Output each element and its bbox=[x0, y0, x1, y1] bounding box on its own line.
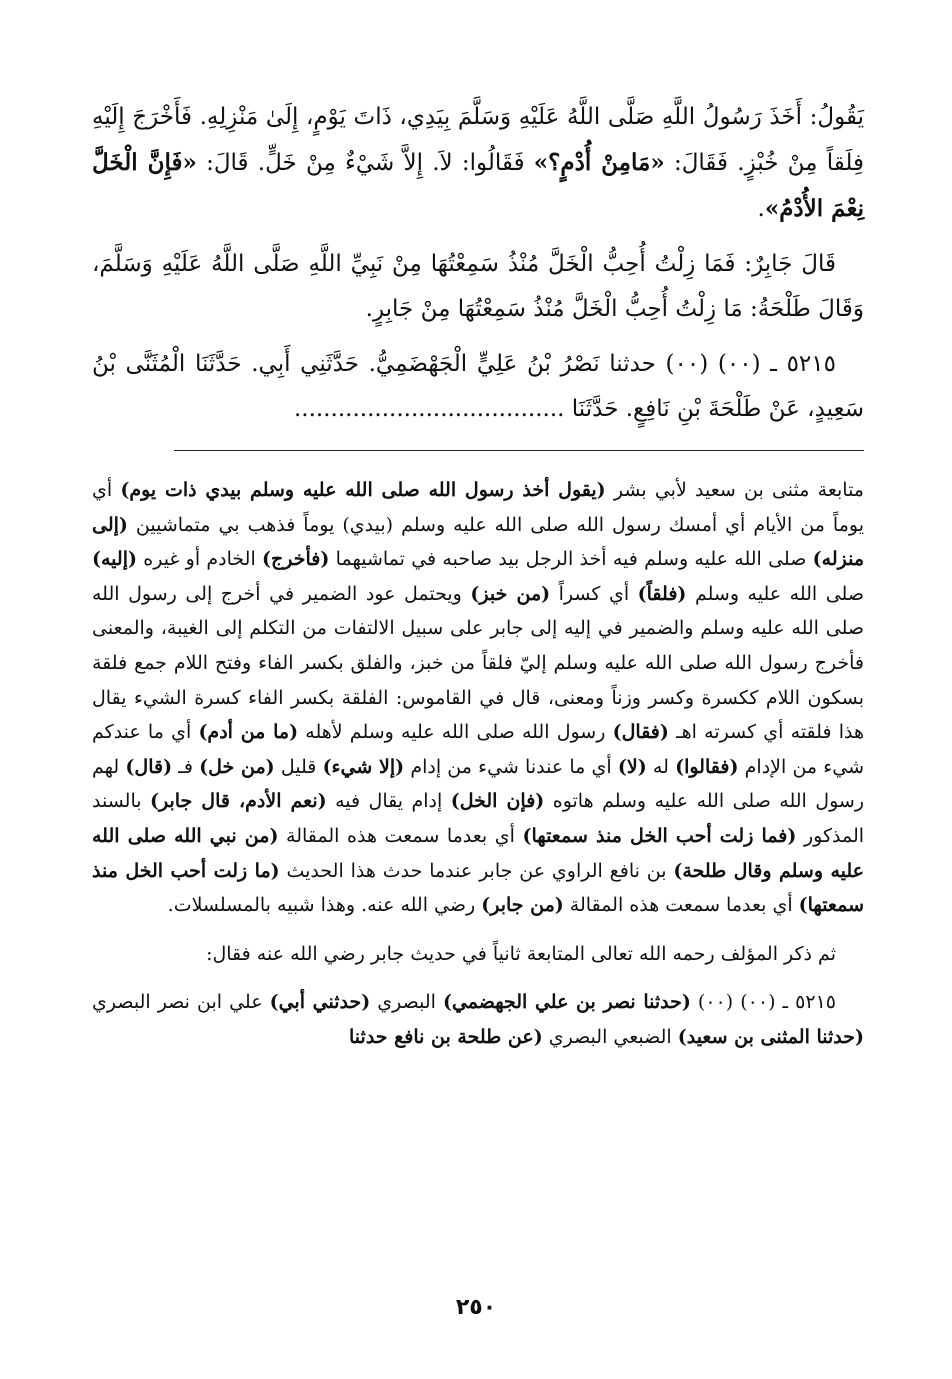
hadith-paragraph-1: يَقُولُ: أَخَذَ رَسُولُ اللَّهِ صَلَّى اللَّهُ عَلَيْهِ وَسَلَّمَ بِيَدِي، ذَاتَ يَوْمٍ، إِلَىٰ مَنْزِلِهِ. فَأَخْرَجَ إِلَيْهِ فِلَقاً مِنْ خُبْزٍ. فَقَالَ: «مَامِنْ أُدْمٍ؟» فَقَالُوا: لاَ. إِلاَّ شَيْءٌ مِنْ خَلٍّ. قَالَ: «فَإِنَّ الْخَلَّ نِعْمَ الأُدْمُ». bbox=[92, 104, 864, 222]
hadith-quote-question: «مَامِنْ أُدْمٍ؟» bbox=[533, 149, 665, 176]
footnote-separator bbox=[174, 450, 864, 451]
commentary-paragraph-1: متابعة مثنى بن سعيد لأبي بشر (يقول أخذ رسول الله صلى الله عليه وسلم بيدي ذات يوم) أي يوماً من الأيام أي أمسك رسول الله صلى الله عليه وسلم (بيدي) يوماً فذهب بي متماشيين (إلى منزله) صلى الله عليه وسلم فيه أخذ الرجل بيد صاحبه في تماشيهما (فأخرج) الخادم أو غيره (إليه) صلى الله عليه وسلم (فلقاً) أي كسراً (من خبز) ويحتمل عود الضمير في أخرج إلى رسول الله صلى الله عليه وسلم والضمير في إليه إلى جابر على سبيل الالتفات من التكلم إلى الغيبة، والمعنى فأخرج رسول الله صلى الله عليه وسلم إليّ فلقاً من خبز، والفلق بكسر الفاء وفتح اللام جمع فلقة بسكون اللام ككسرة وكسر وزناً ومعنى، قال في القاموس: الفلقة بكسر الفاء كسرة الشيء يقال هذا فلقته أي كسرته اهـ (فقال) رسول الله صلى الله عليه وسلم لأهله (ما من أدم) أي ما عندكم شيء من الإدام (فقالوا) له (لا) أي ما عندنا شيء من إدام (إلا شيء) قليل (من خل) فـ (قال) لهم رسول الله صلى الله عليه وسلم هاتوه (فإن الخل) إدام يقال فيه (نعم الأدم، قال جابر) بالسند المذكور (فما زلت أحب الخل منذ سمعتها) أي بعدما سمعت هذه المقالة (من نبي الله صلى الله عليه وسلم وقال طلحة) بن نافع الراوي عن جابر عندما حدث هذا الحديث (ما زلت أحب الخل منذ سمعتها) أي بعدما سمعت هذه المقالة (من جابر) رضي الله عنه. وهذا شبيه بالمسلسلات. bbox=[92, 479, 865, 917]
hadith-paragraph-2: قَالَ جَابِرٌ: فَمَا زِلْتُ أُحِبُّ الْخَلَّ مُنْذُ سَمِعْتُهَا مِنْ نَبِيِّ اللَّهِ صَلَّى اللَّهُ عَلَيْهِ وَسَلَّمَ، وَقَالَ طَلْحَةُ: مَا زِلْتُ أُحِبُّ الْخَلَّ مُنْذُ سَمِعْتُهَا مِنْ جَابِرٍ. bbox=[92, 251, 864, 322]
hadith-text bbox=[92, 95, 864, 432]
commentary-paragraph-2: ثم ذكر المؤلف رحمه الله تعالى المتابعة ثانياً في حديث جابر رضي الله عنه فقال: bbox=[206, 942, 836, 965]
commentary-text bbox=[92, 473, 864, 1055]
commentary-paragraph-3: ٥٢١٥ ـ (٠٠) (٠٠) (حدثنا نصر بن علي الجهضمي) البصري (حدثني أبي) علي ابن نصر البصري (حدثنا المثنى بن سعيد) الضبعي البصري (عن طلحة بن نافع حدثنا bbox=[92, 991, 864, 1048]
ellipsis-dots: ..................................... bbox=[293, 396, 565, 422]
hadith-quote-answer: «فَإِنَّ الْخَلَّ نِعْمَ الأُدْمُ» bbox=[92, 149, 864, 222]
page-body bbox=[92, 95, 864, 1069]
page-number: ٢٥٠ bbox=[455, 1295, 497, 1320]
hadith-paragraph-3: ٥٢١٥ ـ (٠٠) (٠٠) حدثنا نَصْرُ بْنُ عَلِيٍّ الْجَهْضَمِيُّ. حَدَّثَنِي أَبِي. حَدَّثَنَا الْمُثَنَّى بْنُ سَعِيدٍ، عَنْ طَلْحَةَ بْنِ نَافِعٍ. حَدَّثَنَا ..................................... bbox=[92, 351, 864, 422]
